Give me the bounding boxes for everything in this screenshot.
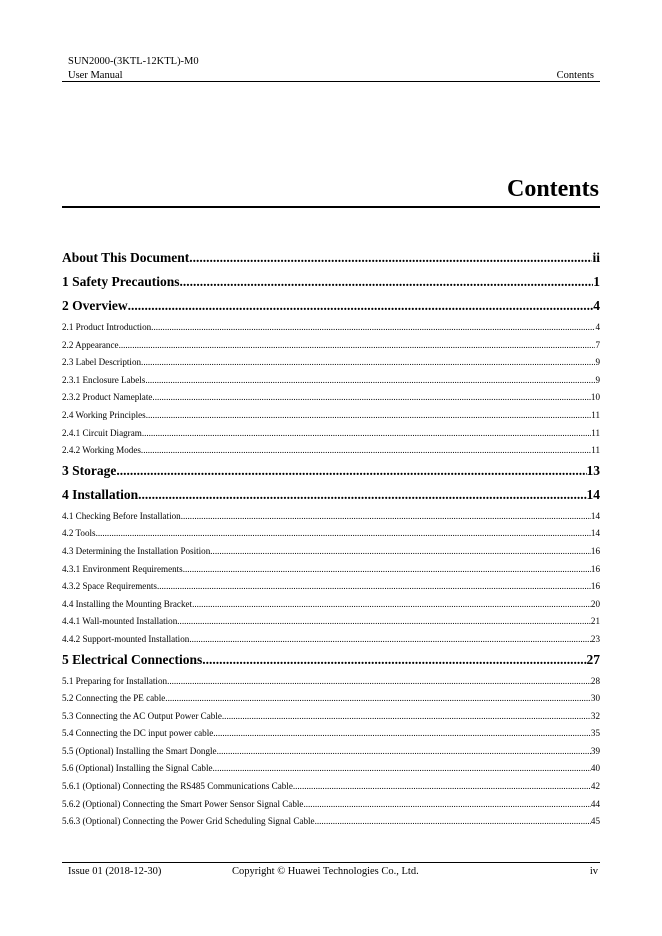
footer-copyright: Copyright © Huawei Technologies Co., Ltd. [232,866,419,877]
toc-dot-leader [181,510,591,522]
toc-dot-leader [141,356,595,368]
toc-entry-title: 5.4 Connecting the DC input power cable [62,728,214,739]
toc-entry-title: 2.4 Working Principles [62,409,146,420]
toc-entry-page: 16 [590,581,600,592]
toc-entry-page: 30 [590,693,600,704]
toc-dot-leader [222,710,591,722]
toc-entry-page: 27 [586,651,600,667]
toc-entry-page: 21 [590,616,600,627]
toc-entry-page: 9 [595,374,600,385]
toc-entry[interactable] [62,297,600,321]
toc-entry-title: 4 Installation [62,486,139,502]
footer-divider [62,862,600,863]
toc-dot-leader [165,692,591,704]
toc-entry-page: 16 [590,545,600,556]
toc-entry[interactable] [62,727,600,745]
toc-dot-leader [180,273,594,291]
toc-dot-leader [213,727,591,739]
toc-entry-title: 4.3.1 Environment Requirements [62,563,183,574]
toc-entry[interactable] [62,444,600,462]
toc-entry[interactable] [62,675,600,693]
toc-entry-title: 5.1 Preparing for Installation [62,675,168,686]
toc-entry-page: 4 [593,298,600,313]
toc-entry[interactable] [62,615,600,633]
toc-entry-page: 44 [590,798,600,809]
toc-entry-title: 3 Storage [62,462,117,478]
header-divider [62,81,600,82]
toc-entry-page: 23 [590,633,600,644]
toc-entry[interactable] [62,598,600,616]
toc-entry-title: 5.6.3 (Optional) Connecting the Power Grid Scheduling Signal Cable [62,816,315,827]
toc-entry[interactable] [62,745,600,763]
toc-entry-title: 4.3.2 Space Requirements [62,581,157,592]
toc-entry-page: 1 [593,274,600,289]
toc-entry-page: 40 [590,763,600,774]
toc-dot-leader [210,545,591,557]
toc-entry[interactable] [62,249,600,273]
toc-entry-page: 16 [590,563,600,574]
toc-entry-title: 4.2 Tools [62,528,96,539]
toc-entry[interactable] [62,527,600,545]
toc-dot-leader [189,633,591,645]
toc-entry-title: 2.3.1 Enclosure Labels [62,374,146,385]
toc-entry-page: 11 [591,409,600,420]
toc-dot-leader [315,815,591,827]
toc-entry-title: 2.1 Product Introduction [62,322,152,332]
toc-entry-page: 13 [586,462,600,478]
toc-entry-title: 5.3 Connecting the AC Output Power Cable [62,710,222,721]
toc-entry-page: 35 [590,728,600,739]
toc-entry-page: 7 [595,339,600,350]
toc-entry-page: 11 [591,445,600,456]
toc-entry-title: About This Document [62,250,190,265]
toc-entry-title: 5.6.2 (Optional) Connecting the Smart Power Sensor Signal Cable [62,798,304,809]
toc-entry-title: 4.3 Determining the Installation Position [62,545,211,556]
toc-entry-page: 4 [595,322,600,332]
toc-entry[interactable] [62,427,600,445]
toc-entry[interactable] [62,545,600,563]
toc-dot-leader [183,563,591,575]
toc-entry-page: 14 [586,486,600,502]
toc-entry[interactable] [62,580,600,598]
toc-dot-leader [167,675,591,687]
toc-entry-page: 28 [590,675,600,686]
toc-entry-title: 2.4.1 Circuit Diagram [62,427,142,438]
table-of-contents [62,249,600,833]
toc-entry-title: 5 Electrical Connections [62,651,203,667]
toc-entry[interactable] [62,409,600,427]
toc-entry-page: 39 [590,745,600,756]
toc-entry-title: 5.2 Connecting the PE cable [62,693,166,704]
toc-entry[interactable] [62,563,600,581]
toc-entry[interactable] [62,391,600,409]
toc-entry[interactable] [62,780,600,798]
page-title: Contents [506,176,599,202]
toc-entry-page: 32 [590,710,600,721]
toc-entry[interactable] [62,633,600,651]
toc-entry-page: 14 [590,510,600,521]
toc-entry-title: 5.6.1 (Optional) Connecting the RS485 Communications Cable [62,781,293,792]
toc-dot-leader [177,615,591,627]
toc-entry-page: ii [592,250,600,265]
toc-entry[interactable] [62,798,600,816]
toc-entry[interactable] [62,651,600,675]
toc-dot-leader [202,651,586,669]
page-header [68,55,600,83]
footer-page-number: iv [589,866,598,877]
toc-entry-page: 10 [590,392,600,403]
toc-dot-leader [152,391,590,403]
toc-entry-title: 2 Overview [62,298,128,313]
toc-entry-page: 9 [595,357,600,368]
toc-entry-title: 4.4.2 Support-mounted Installation [62,633,190,644]
header-manual: User Manual [68,70,123,81]
toc-dot-leader [151,321,595,333]
toc-dot-leader [189,249,592,267]
toc-entry[interactable] [62,510,600,528]
toc-entry[interactable] [62,815,600,833]
toc-entry[interactable] [62,692,600,710]
toc-entry-title: 5.6 (Optional) Installing the Signal Cable [62,763,213,774]
toc-entry[interactable] [62,339,600,357]
toc-entry-title: 2.3.2 Product Nameplate [62,392,153,403]
toc-entry-title: 1 Safety Precautions [62,274,180,289]
header-product: SUN2000-(3KTL-12KTL)-M0 [68,56,199,67]
header-section: Contents [556,70,594,81]
toc-dot-leader [146,409,592,421]
toc-dot-leader [116,462,586,480]
toc-entry[interactable] [62,710,600,728]
toc-entry[interactable] [62,462,600,486]
toc-entry-title: 2.4.2 Working Modes [62,445,141,456]
toc-entry[interactable] [62,321,600,339]
title-divider [62,206,600,208]
toc-dot-leader [213,762,591,774]
toc-entry-title: 4.1 Checking Before Installation [62,510,181,521]
toc-entry-page: 14 [590,528,600,539]
toc-dot-leader [157,580,591,592]
toc-dot-leader [119,339,596,351]
toc-entry-page: 45 [590,816,600,827]
toc-entry[interactable] [62,762,600,780]
toc-dot-leader [141,444,591,456]
toc-dot-leader [138,486,586,504]
toc-dot-leader [145,374,595,386]
toc-entry[interactable] [62,374,600,392]
toc-dot-leader [217,745,591,757]
toc-entry[interactable] [62,356,600,374]
toc-dot-leader [128,297,594,315]
toc-entry[interactable] [62,486,600,510]
toc-dot-leader [142,427,591,439]
toc-entry-page: 42 [590,781,600,792]
toc-entry-page: 20 [590,598,600,609]
toc-dot-leader [192,598,591,610]
toc-entry-title: 2.2 Appearance [62,339,119,350]
toc-dot-leader [293,780,591,792]
toc-entry[interactable] [62,273,600,297]
toc-entry-title: 5.5 (Optional) Installing the Smart Dongle [62,745,217,756]
toc-dot-leader [303,798,590,810]
toc-entry-title: 4.4 Installing the Mounting Bracket [62,598,193,609]
footer-issue: Issue 01 (2018-12-30) [68,866,162,877]
toc-entry-title: 2.3 Label Description [62,357,142,368]
toc-entry-title: 4.4.1 Wall-mounted Installation [62,616,178,627]
toc-entry-page: 11 [591,427,600,438]
toc-dot-leader [96,527,591,539]
